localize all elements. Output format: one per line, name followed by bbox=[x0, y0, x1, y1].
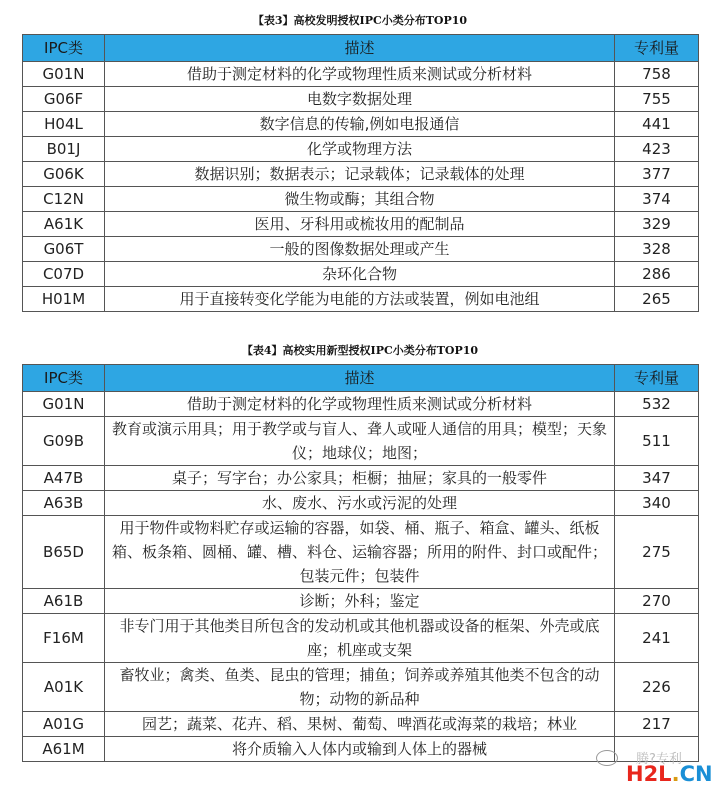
desc-cell: 桌子；写字台；办公家具；柜橱；抽屉；家具的一般零件 bbox=[105, 466, 615, 491]
logo-part-a: H2L bbox=[626, 762, 672, 786]
desc-cell: 数据识别；数据表示；记录载体；记录载体的处理 bbox=[105, 162, 615, 187]
ipc-cell: B01J bbox=[23, 137, 105, 162]
ipc-cell: A61K bbox=[23, 212, 105, 237]
table3-caption: 【表3】高校发明授权IPC小类分布TOP10 bbox=[252, 14, 468, 27]
table-row bbox=[23, 137, 699, 162]
desc-cell: 微生物或酶；其组合物 bbox=[105, 187, 615, 212]
desc-cell: 诊断；外科；鉴定 bbox=[105, 589, 615, 614]
table4-header-row bbox=[23, 365, 699, 392]
count-cell: 423 bbox=[615, 137, 699, 162]
ipc-cell: G09B bbox=[23, 417, 105, 466]
ipc-cell: A61M bbox=[23, 737, 105, 762]
desc-cell: 用于物件或物料贮存或运输的容器，如袋、桶、瓶子、箱盒、罐头、纸板箱、板条箱、圆桶、罐、槽、料仓、运输容器；所用的附件、封口或配件；包装元件；包装件 bbox=[105, 516, 615, 589]
count-cell: 347 bbox=[615, 466, 699, 491]
table-row bbox=[23, 62, 699, 87]
table-row bbox=[23, 262, 699, 287]
table-row bbox=[23, 187, 699, 212]
watermark bbox=[596, 748, 720, 788]
ipc-cell: A63B bbox=[23, 491, 105, 516]
count-cell: 241 bbox=[615, 614, 699, 663]
count-cell: 340 bbox=[615, 491, 699, 516]
ipc-cell: A01K bbox=[23, 663, 105, 712]
wechat-icon bbox=[596, 750, 618, 766]
table4-body bbox=[23, 392, 699, 762]
desc-cell: 电数字数据处理 bbox=[105, 87, 615, 112]
logo-part-c: CN bbox=[679, 762, 713, 786]
table-row bbox=[23, 663, 699, 712]
table-row bbox=[23, 516, 699, 589]
header-count: 专利量 bbox=[615, 365, 699, 392]
header-count: 专利量 bbox=[615, 35, 699, 62]
table3 bbox=[22, 34, 699, 312]
ipc-cell: A61B bbox=[23, 589, 105, 614]
desc-cell: 一般的图像数据处理或产生 bbox=[105, 237, 615, 262]
table-row bbox=[23, 417, 699, 466]
header-desc: 描述 bbox=[105, 35, 615, 62]
desc-cell: 畜牧业；禽类、鱼类、昆虫的管理；捕鱼；饲养或养殖其他类不包含的动物；动物的新品种 bbox=[105, 663, 615, 712]
ipc-cell: B65D bbox=[23, 516, 105, 589]
ipc-cell: G06K bbox=[23, 162, 105, 187]
desc-cell: 非专门用于其他类目所包含的发动机或其他机器或设备的框架、外壳或底座；机座或支架 bbox=[105, 614, 615, 663]
count-cell: 217 bbox=[615, 712, 699, 737]
count-cell: 275 bbox=[615, 516, 699, 589]
count-cell: 226 bbox=[615, 663, 699, 712]
desc-cell: 数字信息的传输,例如电报通信 bbox=[105, 112, 615, 137]
desc-cell: 借助于测定材料的化学或物理性质来测试或分析材料 bbox=[105, 62, 615, 87]
table-row bbox=[23, 87, 699, 112]
count-cell: 511 bbox=[615, 417, 699, 466]
logo-part-b: . bbox=[671, 762, 680, 786]
desc-cell: 园艺；蔬菜、花卉、稻、果树、葡萄、啤酒花或海菜的栽培；林业 bbox=[105, 712, 615, 737]
count-cell: 755 bbox=[615, 87, 699, 112]
site-logo bbox=[626, 762, 713, 786]
desc-cell: 化学或物理方法 bbox=[105, 137, 615, 162]
table4 bbox=[22, 364, 699, 762]
header-ipc: IPC类 bbox=[23, 35, 105, 62]
table-row bbox=[23, 491, 699, 516]
ipc-cell: G01N bbox=[23, 62, 105, 87]
count-cell: 377 bbox=[615, 162, 699, 187]
watermark-faint-text: 腾?专利 bbox=[636, 752, 682, 767]
table3-header-row bbox=[23, 35, 699, 62]
ipc-cell: F16M bbox=[23, 614, 105, 663]
header-desc: 描述 bbox=[105, 365, 615, 392]
count-cell: 270 bbox=[615, 589, 699, 614]
desc-cell: 医用、牙科用或梳妆用的配制品 bbox=[105, 212, 615, 237]
count-cell: 329 bbox=[615, 212, 699, 237]
ipc-cell: G06T bbox=[23, 237, 105, 262]
table-row bbox=[23, 237, 699, 262]
ipc-cell: H01M bbox=[23, 287, 105, 312]
count-cell: 758 bbox=[615, 62, 699, 87]
ipc-cell: C07D bbox=[23, 262, 105, 287]
desc-cell: 借助于测定材料的化学或物理性质来测试或分析材料 bbox=[105, 392, 615, 417]
desc-cell: 水、废水、污水或污泥的处理 bbox=[105, 491, 615, 516]
table-row bbox=[23, 287, 699, 312]
count-cell: 328 bbox=[615, 237, 699, 262]
table4-caption: 【表4】高校实用新型授权IPC小类分布TOP10 bbox=[241, 344, 479, 357]
count-cell: 286 bbox=[615, 262, 699, 287]
ipc-cell: G01N bbox=[23, 392, 105, 417]
count-cell: 441 bbox=[615, 112, 699, 137]
ipc-cell: A01G bbox=[23, 712, 105, 737]
table3-body bbox=[23, 62, 699, 312]
table-row bbox=[23, 466, 699, 491]
ipc-cell: C12N bbox=[23, 187, 105, 212]
header-ipc: IPC类 bbox=[23, 365, 105, 392]
table-row bbox=[23, 392, 699, 417]
table-row bbox=[23, 614, 699, 663]
table-row bbox=[23, 212, 699, 237]
table-row bbox=[23, 162, 699, 187]
desc-cell: 用于直接转变化学能为电能的方法或装置，例如电池组 bbox=[105, 287, 615, 312]
table-row bbox=[23, 589, 699, 614]
table-row bbox=[23, 712, 699, 737]
desc-cell: 杂环化合物 bbox=[105, 262, 615, 287]
table-row bbox=[23, 112, 699, 137]
count-cell: 532 bbox=[615, 392, 699, 417]
count-cell: 265 bbox=[615, 287, 699, 312]
ipc-cell: G06F bbox=[23, 87, 105, 112]
ipc-cell: H04L bbox=[23, 112, 105, 137]
desc-cell: 教育或演示用具；用于教学或与盲人、聋人或哑人通信的用具；模型；天象仪；地球仪；地图； bbox=[105, 417, 615, 466]
count-cell: 374 bbox=[615, 187, 699, 212]
ipc-cell: A47B bbox=[23, 466, 105, 491]
desc-cell: 将介质输入人体内或输到人体上的器械 bbox=[105, 737, 615, 762]
